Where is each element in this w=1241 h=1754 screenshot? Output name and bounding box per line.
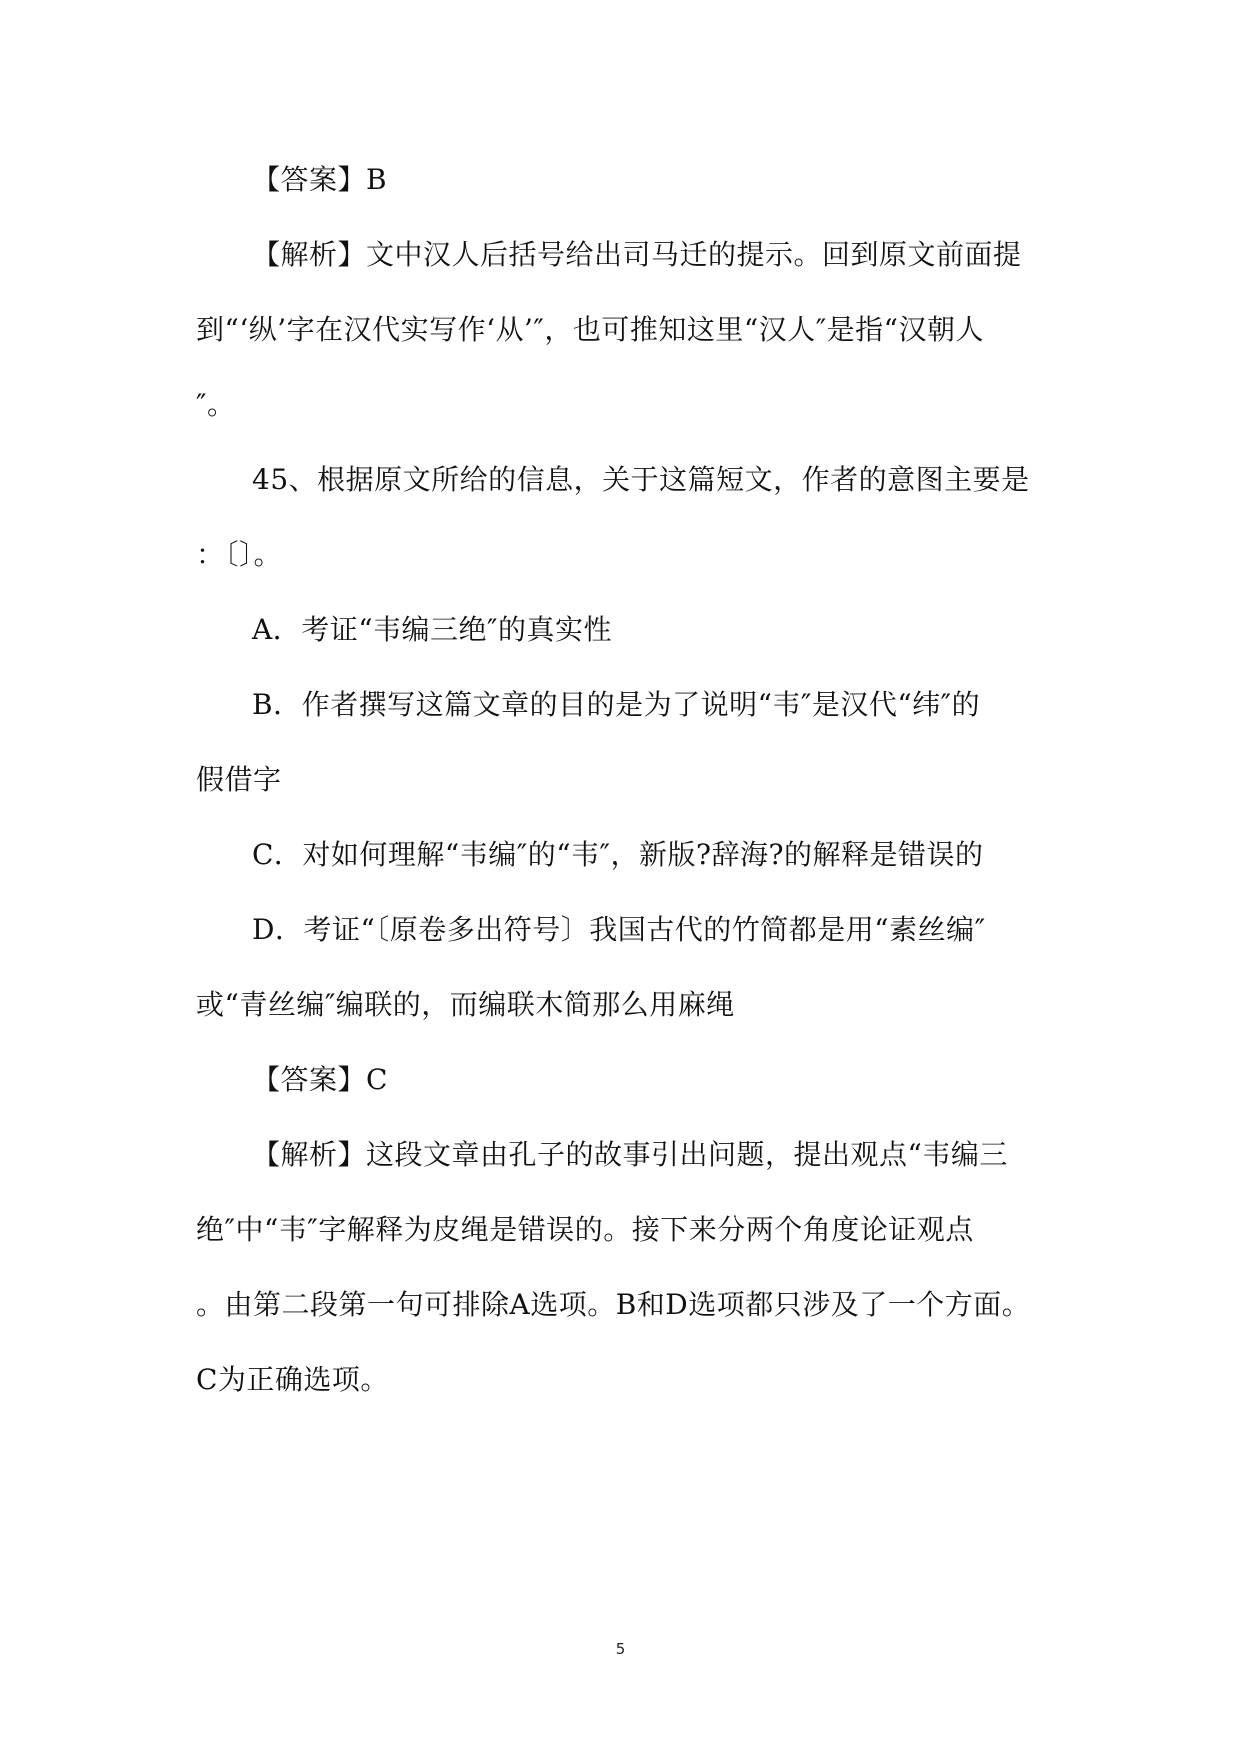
option-a: A．考证“韦编三绝″的真实性 (252, 613, 612, 646)
analysis-1-line-1: 【解析】文中汉人后括号给出司马迁的提示。回到原文前面提 (252, 238, 1022, 271)
page-number: 5 (615, 1640, 626, 1658)
option-d-line-2: 或“青丝编″编联的，而编联木简那么用麻绳 (196, 988, 735, 1021)
option-d-line-1: D．考证“〔原卷多出符号〕我国古代的竹简都是用“素丝编″ (252, 913, 986, 946)
option-b-line-2: 假借字 (196, 763, 282, 796)
analysis-1-line-2: 到“‘纵’字在汉代实写作‘从’″，也可推知这里“汉人″是指“汉朝人 (196, 313, 984, 346)
option-b-line-1: B．作者撰写这篇文章的目的是为了说明“韦″是汉代“纬″的 (252, 688, 981, 721)
answer-label-1: 【答案】B (252, 163, 388, 196)
analysis-2-line-3: 。由第二段第一句可排除A选项。B和D选项都只涉及了一个方面。 (196, 1288, 1031, 1321)
answer-label-2: 【答案】C (252, 1063, 388, 1096)
analysis-2-line-2: 绝″中“韦″字解释为皮绳是错误的。接下来分两个角度论证观点 (196, 1213, 974, 1246)
question-45-line-2: ：〔〕。 (196, 538, 283, 571)
analysis-2-line-1: 【解析】这段文章由孔子的故事引出问题，提出观点“韦编三 (252, 1138, 1008, 1171)
analysis-1-line-3: ″。 (196, 388, 236, 421)
question-45-line-1: 45、根据原文所给的信息，关于这篇短文，作者的意图主要是 (252, 463, 1030, 496)
option-c: C．对如何理解“韦编″的“韦″，新版?辞海?的解释是错误的 (252, 838, 984, 871)
analysis-2-line-4: C为正确选项。 (196, 1363, 389, 1396)
